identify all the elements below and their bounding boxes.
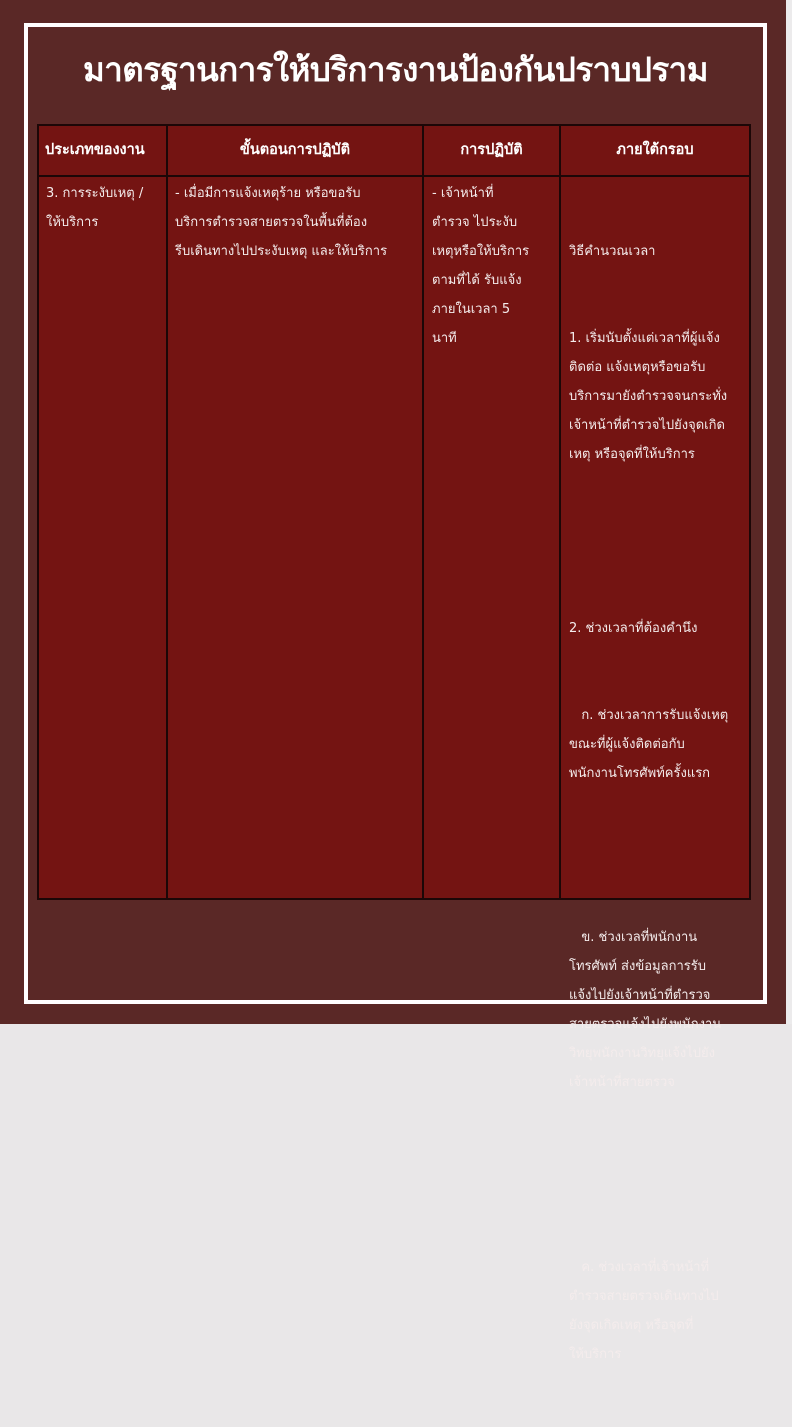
column-framework bbox=[559, 126, 749, 1362]
column-action bbox=[422, 126, 559, 898]
header-procedure: ขั้นตอนการปฏิบัติ bbox=[168, 126, 422, 177]
cell-work-type: 3. การระงับเหตุ / ให้บริการ bbox=[46, 186, 144, 230]
cell-framework bbox=[561, 177, 749, 1427]
header-action: การปฏิบัติ bbox=[424, 126, 559, 177]
page-edge bbox=[786, 0, 792, 1024]
header-framework: ภายใต้กรอบ bbox=[561, 126, 749, 177]
framework-item-a: ก. ช่วงเวลาการรับแจ้งเหตุ ขณะที่ผู้แจ้งติดต่อกับ พนักงานโทรศัพท์ครั้งแรก bbox=[569, 708, 729, 781]
column-work-type bbox=[39, 126, 166, 898]
column-procedure bbox=[166, 126, 422, 898]
framework-heading: วิธีคำนวณเวลา bbox=[569, 244, 656, 259]
spacer bbox=[569, 527, 743, 556]
cell-procedure: - เมื่อมีการแจ้งเหตุร้าย หรือขอรับ บริการตำรวจสายตรวจในพื้นที่ต้อง รีบเดินทางไปประงับเหตุ และให้บริการ bbox=[175, 186, 388, 259]
standards-table bbox=[37, 124, 751, 1362]
header-work-type: ประเภทของงาน bbox=[39, 126, 166, 177]
framework-step-2: 2. ช่วงเวลาที่ต้องคำนึง bbox=[569, 621, 698, 636]
spacer bbox=[569, 1155, 743, 1195]
cell-action: - เจ้าหน้าที่ ตำรวจ ไประงับ เหตุหรือให้บริการ ตามที่ได้ รับแจ้ง ภายในเวลา 5 นาที bbox=[432, 186, 530, 346]
page-title: มาตรฐานการให้บริการงานป้องกันปราบปราม bbox=[83, 50, 708, 89]
spacer bbox=[569, 846, 743, 865]
framework-item-b: ข. ช่วงเวลที่พนักงาน โทรศัพท์ ส่งข้อมูลการรับ แจ้งไปยังเจ้าหน้าที่ตำรวจ สายตรวจแจ้งไปยังพนักงาน วิทยุพนักงานวิทยุแจ้งไปยัง เจ้าหน้าที่สายตรวจ bbox=[569, 930, 722, 1090]
framework-step-1: 1. เริ่มนับตั้งแต่เวลาที่ผู้แจ้ง ติดต่อ แจ้งเหตุหรือขอรับ บริการมายังตำรวจจนกระทั่ง เจ้าหน้าที่ตำรวจไปยังจุดเกิด เหตุ หรือจุดที่ให้บริการ bbox=[569, 331, 728, 462]
framework-item-c: ค. ช่วงเวลาที่เจ้าหน้าที่ ตำรวจสายตรวจเดินทางไป ยังจุดเกิดเหตุ หรือจุดที่ ให้บริการ bbox=[569, 1260, 719, 1362]
